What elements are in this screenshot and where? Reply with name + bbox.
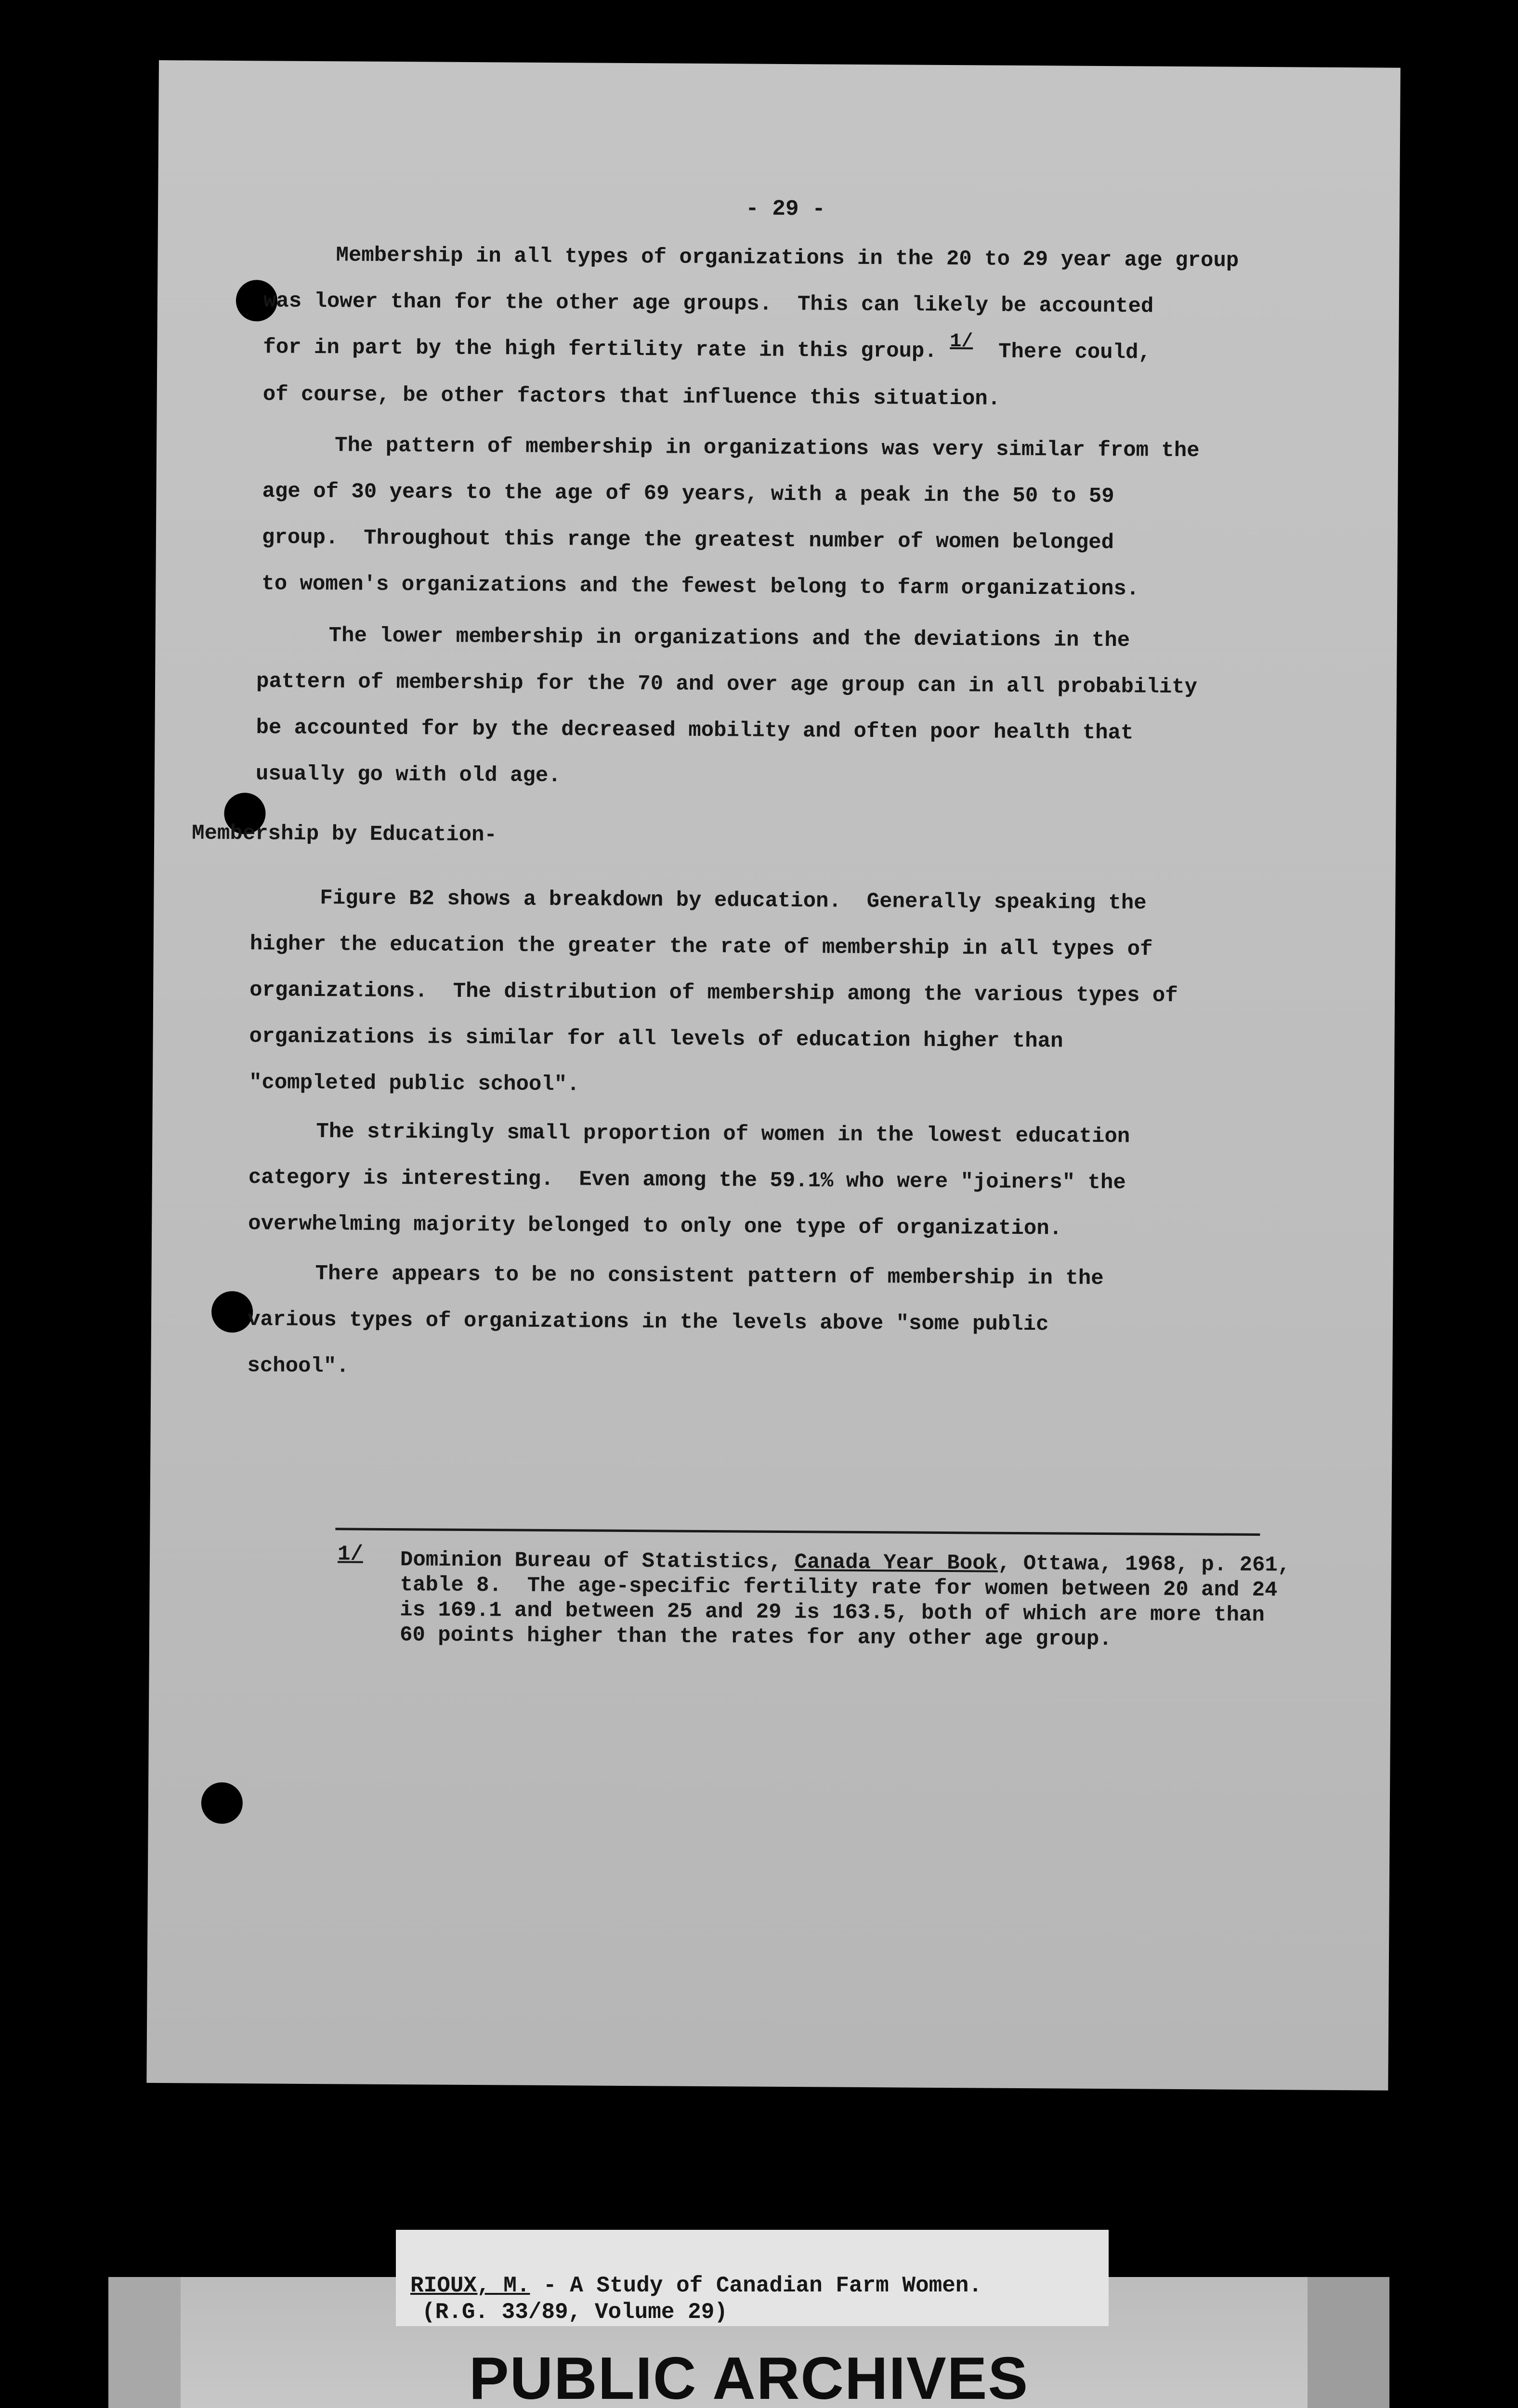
line: There appears to be no consistent pattern of membership in the (315, 1262, 1104, 1291)
line: age of 30 years to the age of 69 years, with a peak in the 50 to 59 (262, 479, 1114, 509)
footnote-text (400, 1547, 1291, 1653)
paragraph-4 (249, 875, 1178, 1112)
line: organizations. The distribution of membership among the various types of (249, 978, 1178, 1008)
footnote-divider (335, 1528, 1260, 1536)
line: "completed public school". (249, 1071, 580, 1097)
line: pattern of membership for the 70 and over age group can in all probability (256, 669, 1198, 700)
line: was lower than for the other age groups. This can likely be accounted (263, 289, 1154, 319)
line: category is interesting. Even among the 59.1% who were "joiners" the (248, 1165, 1126, 1195)
line: There could, (998, 340, 1152, 365)
label-title: - A Study of Canadian Farm Women. (530, 2273, 982, 2298)
punch-hole (201, 1782, 243, 1824)
paragraph-2 (262, 422, 1200, 613)
paragraph-5 (248, 1109, 1130, 1252)
line: for in part by the high fertility rate in this group. (263, 335, 937, 364)
line: school". (247, 1354, 349, 1379)
footnote-line: 60 points higher than the rates for any other age group. (399, 1623, 1112, 1652)
page-number: - 29 - (745, 196, 825, 222)
footnote-mark: 1/ (337, 1542, 364, 1567)
line: various types of organizations in the levels above "some public (247, 1308, 1049, 1337)
footnote-line: is 169.1 and between 25 and 29 is 163.5, both of which are more than (400, 1598, 1265, 1628)
line: to women's organizations and the fewest belong to farm organizations. (262, 572, 1139, 602)
section-heading: Membership by Education- (192, 821, 497, 848)
line: be accounted for by the decreased mobility and often poor health that (256, 716, 1134, 746)
punch-hole (211, 1291, 253, 1333)
line: of course, be other factors that influence this situation. (262, 382, 1001, 411)
book-title: Canada Year Book (794, 1550, 998, 1576)
document-page (146, 60, 1400, 2091)
paragraph-6 (247, 1251, 1104, 1394)
line: organizations is similar for all levels of education higher than (249, 1024, 1063, 1054)
footnote-line: Dominion Bureau of Statistics, (400, 1548, 795, 1575)
line: Figure B2 shows a breakdown by education. Generally speaking the (320, 886, 1147, 916)
line: higher the education the greater the rate of membership in all types of (249, 932, 1153, 962)
line: usually go with old age. (255, 762, 561, 788)
footnote-line: , Ottawa, 1968, p. 261, (997, 1551, 1291, 1578)
line: The strikingly small proportion of women in the lowest education (316, 1120, 1130, 1149)
line: The lower membership in organizations and the deviations in the (328, 624, 1130, 653)
footnote-ref: 1/ (950, 331, 973, 353)
footnote-line: table 8. The age-specific fertility rate for women between 20 and 24 (400, 1573, 1278, 1603)
line: group. Throughout this range the greatest number of women belonged (262, 525, 1114, 555)
label-line-1 (410, 2273, 982, 2298)
paragraph-1 (262, 232, 1239, 423)
paragraph-3 (255, 613, 1198, 803)
archive-label (396, 2230, 1109, 2326)
line: Membership in all types of organizations in the 20 to 29 year age group (336, 243, 1239, 273)
label-author: RIOUX, M. (410, 2273, 530, 2298)
label-reference: (R.G. 33/89, Volume 29) (422, 2300, 728, 2325)
stamp-english: PUBLIC ARCHIVES (469, 2345, 1029, 2408)
line: The pattern of membership in organizations was very similar from the (334, 433, 1200, 463)
line: overwhelming majority belonged to only one type of organization. (248, 1212, 1062, 1241)
